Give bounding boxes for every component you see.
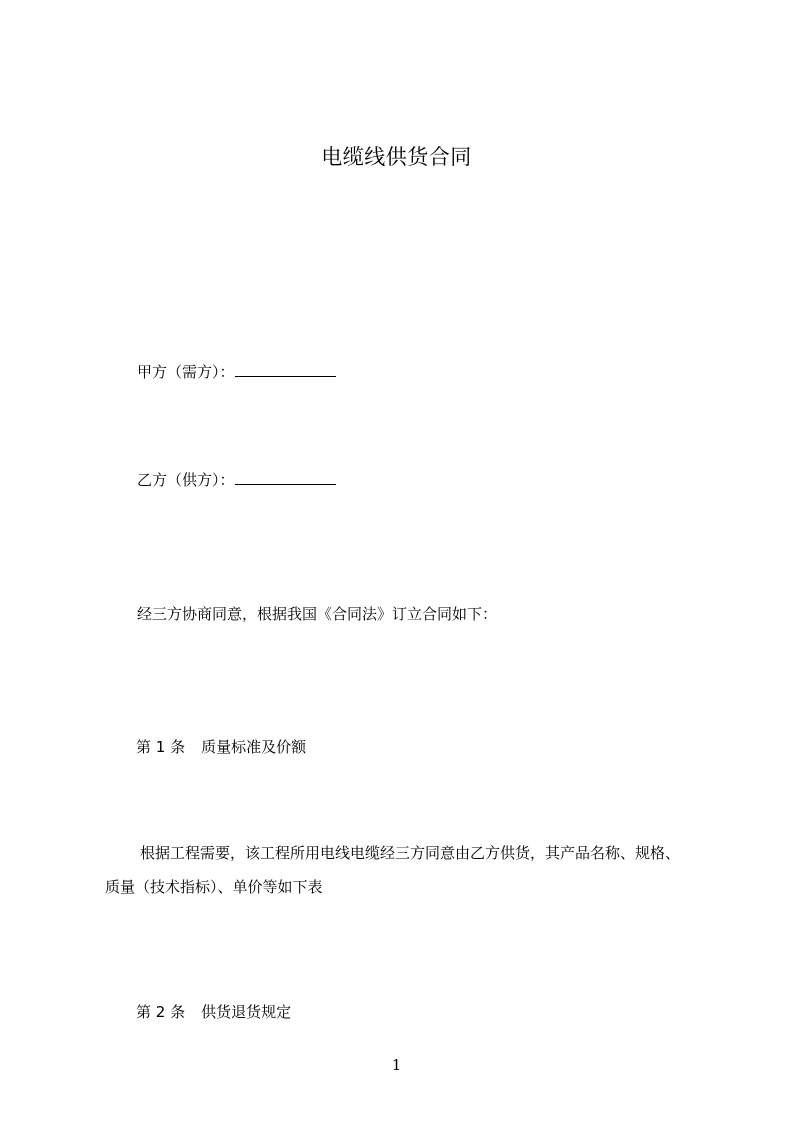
article-1-body-line-1: 根据工程需要，该工程所用电线电缆经三方同意由乙方供货，其产品名称、规格、 (140, 844, 681, 862)
article-2-number: 第 2 条 (136, 1003, 186, 1021)
document-title: 电缆线供货合同 (321, 145, 472, 169)
party-b-label: 乙方（供方）： (137, 471, 235, 489)
party-b-blank (235, 470, 336, 485)
article-1-title: 质量标准及价额 (201, 738, 307, 756)
article-1-number: 第 1 条 (136, 738, 186, 756)
article-2-heading (136, 1002, 291, 1022)
article-1-heading (136, 737, 306, 757)
party-a-blank (235, 362, 336, 377)
page-number: 1 (391, 1056, 402, 1074)
article-2-title: 供货退货规定 (201, 1003, 292, 1021)
party-b-line (137, 470, 336, 490)
intro-paragraph: 经三方协商同意，根据我国《合同法》订立合同如下： (137, 605, 498, 623)
party-a-line (137, 362, 336, 382)
party-a-label: 甲方（需方）： (137, 363, 235, 381)
article-1-body-line-2: 质量（技术指标）、单价等如下表 (105, 878, 323, 896)
